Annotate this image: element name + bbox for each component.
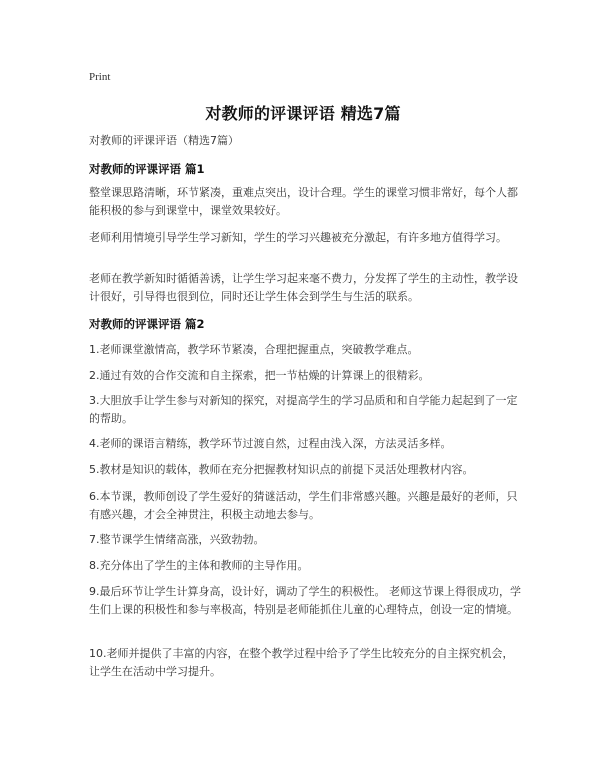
list-item: 3.大胆放手让学生参与对新知的探究，对提高学生的学习品质和和自学能力起起到了一定的帮助。 [89, 394, 518, 425]
paragraph: 老师利用情境引导学生学习新知，学生的学习兴趣被充分激起，有许多地方值得学习。 [89, 231, 507, 244]
list-item: 4.老师的课语言精练，教学环节过渡自然，过程由浅入深，方法灵活多样。 [89, 437, 452, 450]
list-item: 1.老师课堂激情高，教学环节紧凑，合理把握重点，突破教学难点。 [89, 343, 419, 356]
section-heading: 对教师的评课评语 篇1 [89, 162, 205, 176]
document-subtitle: 对教师的评课评语（精选7篇） [89, 134, 239, 147]
list-item: 6.本节课，教师创设了学生爱好的猜谜活动，学生们非常感兴趣。兴趣是最好的老师，只有感兴趣，才会全神贯注，积极主动地去参与。 [89, 490, 518, 521]
section-heading: 对教师的评课评语 篇2 [89, 317, 205, 331]
paragraph: 整堂课思路清晰，环节紧凑，重难点突出，设计合理。学生的课堂习惯非常好，每个人都能积极的参与到课堂中，课堂效果较好。 [89, 186, 518, 217]
page-title: 对教师的评课评语 精选7篇 [205, 104, 401, 123]
list-item: 10.老师并提供了丰富的内容，在整个教学过程中给予了学生比较充分的自主探究机会，让学生在活动中学习提升。 [89, 647, 514, 678]
list-item: 8.充分体出了学生的主体和教师的主导作用。 [89, 559, 309, 572]
paragraph: 老师在教学新知时循循善诱，让学生学习起来毫不费力，分发挥了学生的主动性，教学设计很好，引导得也很到位，同时还让学生体会到学生与生活的联系。 [89, 272, 518, 303]
print-link[interactable]: Print [89, 71, 111, 83]
list-item: 2.通过有效的合作交流和自主探索，把一节枯燥的计算课上的很精彩。 [89, 369, 430, 382]
list-item: 7.整节课学生情绪高涨，兴致勃勃。 [89, 533, 265, 546]
list-item: 5.教材是知识的载体，教师在充分把握教材知识点的前提下灵活处理教材内容。 [89, 463, 474, 476]
list-item: 9.最后环节让学生计算身高，设计好，调动了学生的积极性。 老师这节课上得很成功，学生们上课的积极性和参与率极高，特别是老师能抓住儿童的心理特点，创设一定的情境。 [89, 585, 521, 616]
